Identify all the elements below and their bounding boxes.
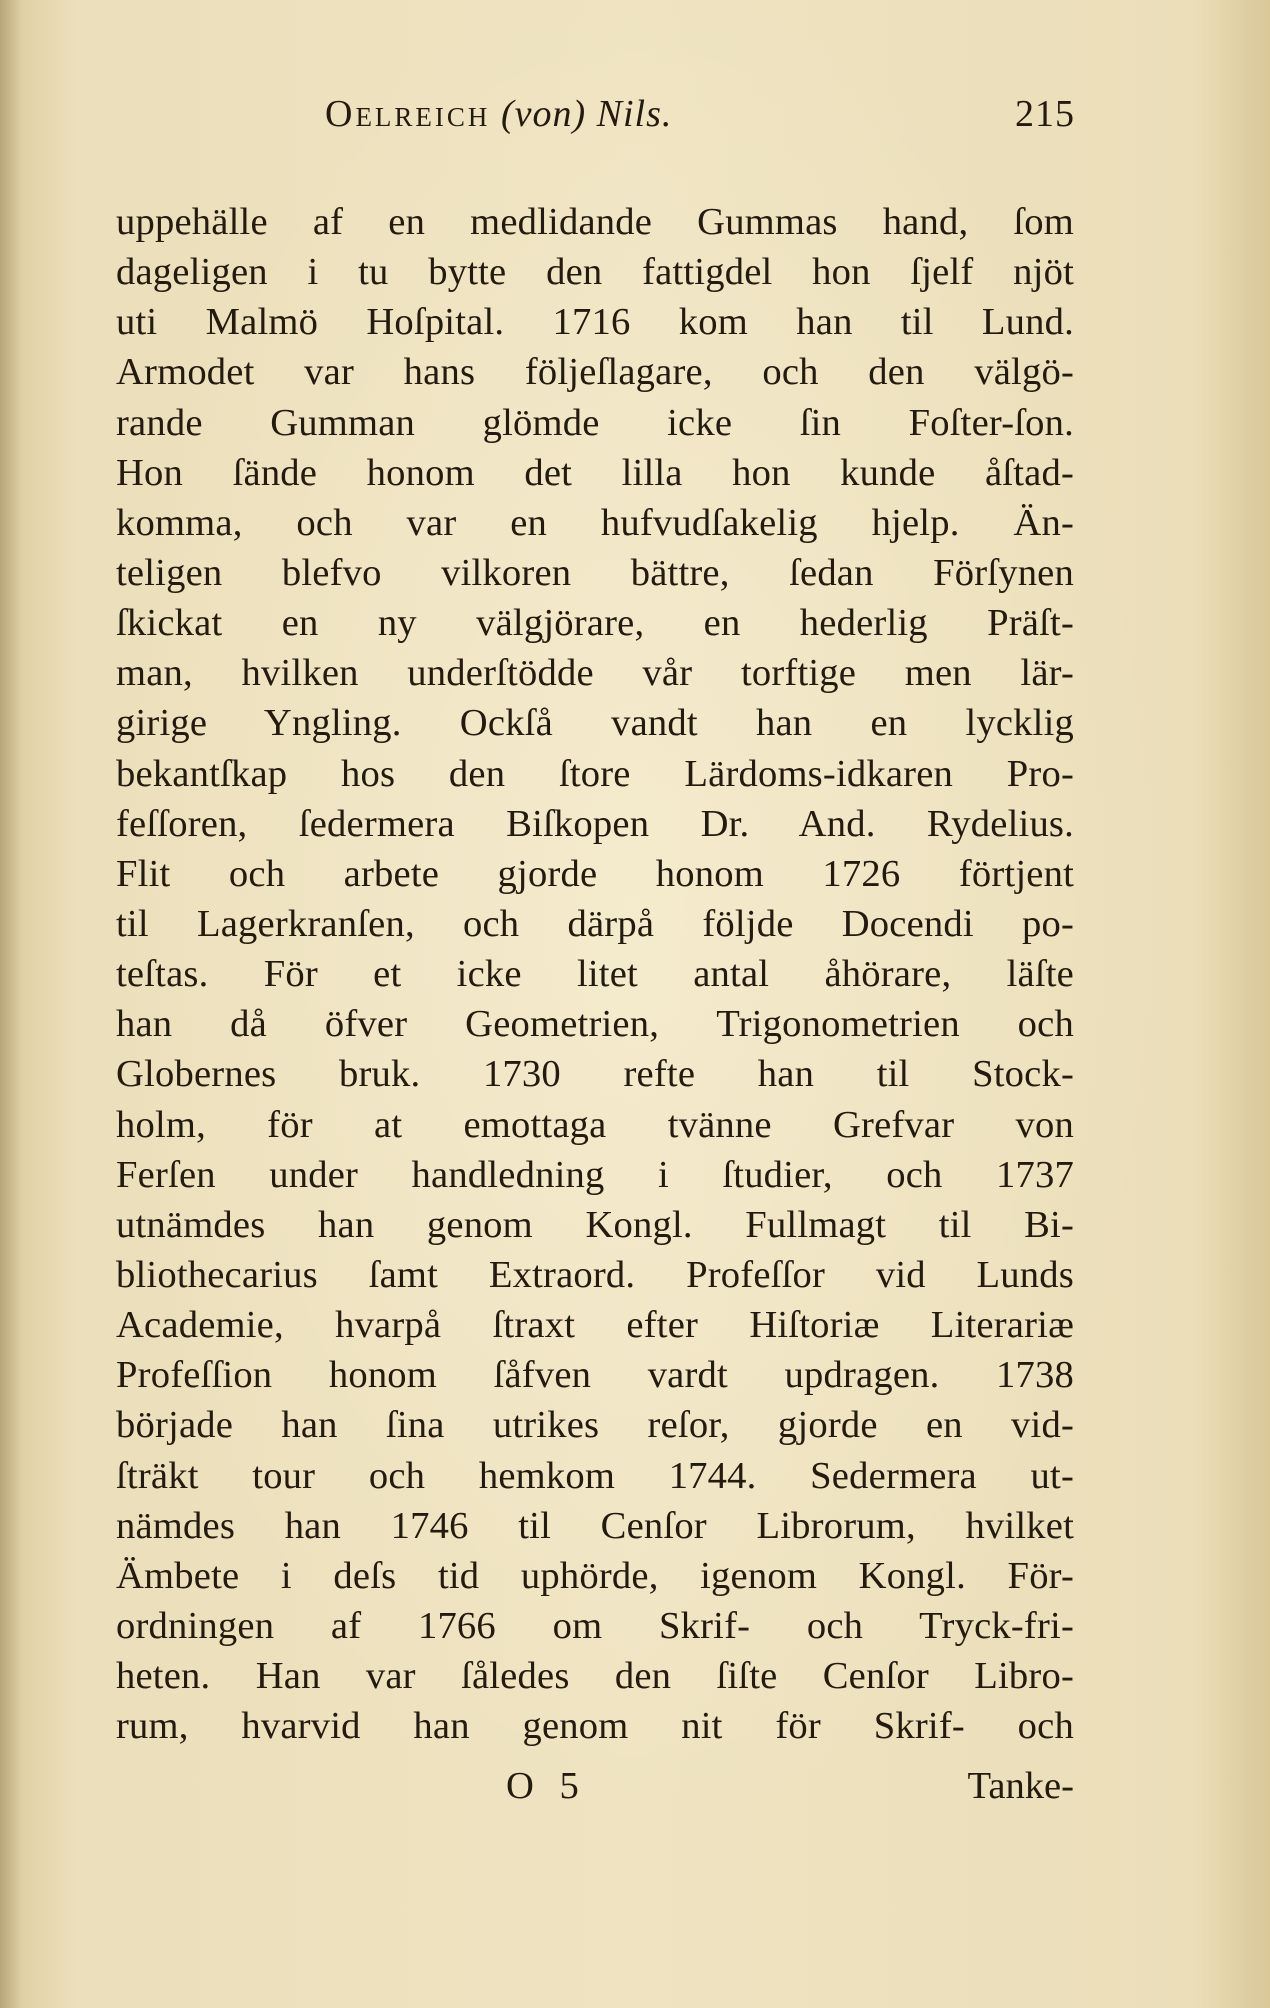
text-line: han då öfver Geometrien, Trigonometrien och [116, 1003, 1074, 1046]
running-head-name: Oelreich [325, 93, 491, 135]
text-line: holm, för at emottaga tvänne Grefvar von [116, 1103, 1074, 1146]
text-line: nämdes han 1746 til Cenſor Librorum, hvilket [116, 1504, 1074, 1547]
text-line: Globernes bruk. 1730 refte han til Stock- [116, 1053, 1074, 1096]
text-line: Profeſſion honom ſåfven vardt updragen. 1738 [116, 1354, 1074, 1397]
running-head-given-name: Nils. [596, 93, 673, 135]
text-line: Ämbete i deſs tid uphörde, igenom Kongl. För- [116, 1554, 1074, 1597]
text-line: uppehälle af en medlidande Gummas hand, ſom [116, 201, 1074, 243]
text-line: teſtas. För et icke litet antal åhörare, läſte [116, 953, 1074, 996]
text-line: utnämdes han genom Kongl. Fullmagt til Bi- [116, 1203, 1074, 1246]
text-line: ordningen af 1766 om Skrif- och Tryck-fri- [116, 1604, 1074, 1647]
text-line: Flit och arbete gjorde honom 1726 förtjent [116, 852, 1074, 895]
text-line: rum, hvarvid han genom nit för Skrif- och [116, 1705, 1074, 1748]
text-line: girige Yngling. Ockſå vandt han en lycklig [116, 702, 1074, 745]
page-gutter-shadow [0, 0, 22, 2008]
text-line: dageligen i tu bytte den fattigdel hon ſjelf njöt [116, 251, 1074, 294]
running-head-particle: (von) [500, 93, 587, 135]
text-line: rande Gumman glömde icke ſin Foſter-ſon. [116, 401, 1074, 444]
text-line: heten. Han var ſåledes den ſiſte Cenſor Libro- [116, 1655, 1074, 1698]
page-footer [116, 1764, 1074, 1814]
text-line: bliothecarius ſamt Extraord. Profeſſor vid Lunds [116, 1253, 1074, 1296]
body-text [116, 197, 1074, 1751]
text-line: til Lagerkranſen, och därpå följde Docendi po- [116, 902, 1074, 945]
text-line: Armodet var hans följeſlagare, och den välgö- [116, 351, 1074, 394]
text-line: feſſoren, ſedermera Biſkopen Dr. And. Rydelius. [116, 802, 1074, 845]
text-line: Hon ſände honom det lilla hon kunde åſtad- [116, 451, 1074, 494]
text-line: komma, och var en hufvudſakelig hjelp. Än- [116, 501, 1074, 544]
page-header [325, 92, 1105, 142]
text-line: bekantſkap hos den ſtore Lärdoms-idkaren Pro- [116, 752, 1074, 795]
running-head [325, 92, 672, 136]
signature-mark: O 5 [506, 1765, 587, 1807]
page-number: 215 [1015, 93, 1075, 135]
text-line: man, hvilken underſtödde vår torftige men lär- [116, 652, 1074, 695]
text-line: Ferſen under handledning i ſtudier, och 1737 [116, 1153, 1074, 1196]
text-line: uti Malmö Hoſpital. 1716 kom han til Lund. [116, 301, 1074, 344]
text-line: teligen blefvo vilkoren bättre, ſedan Förſynen [116, 551, 1074, 594]
text-line: ſkickat en ny välgjörare, en hederlig Präſt- [116, 602, 1074, 645]
catchword: Tanke- [967, 1765, 1074, 1807]
text-line: ſträkt tour och hemkom 1744. Sedermera ut- [116, 1454, 1074, 1497]
text-line: började han ſina utrikes reſor, gjorde en vid- [116, 1404, 1074, 1447]
text-line: Academie, hvarpå ſtraxt efter Hiſtoriæ Literariæ [116, 1304, 1074, 1347]
